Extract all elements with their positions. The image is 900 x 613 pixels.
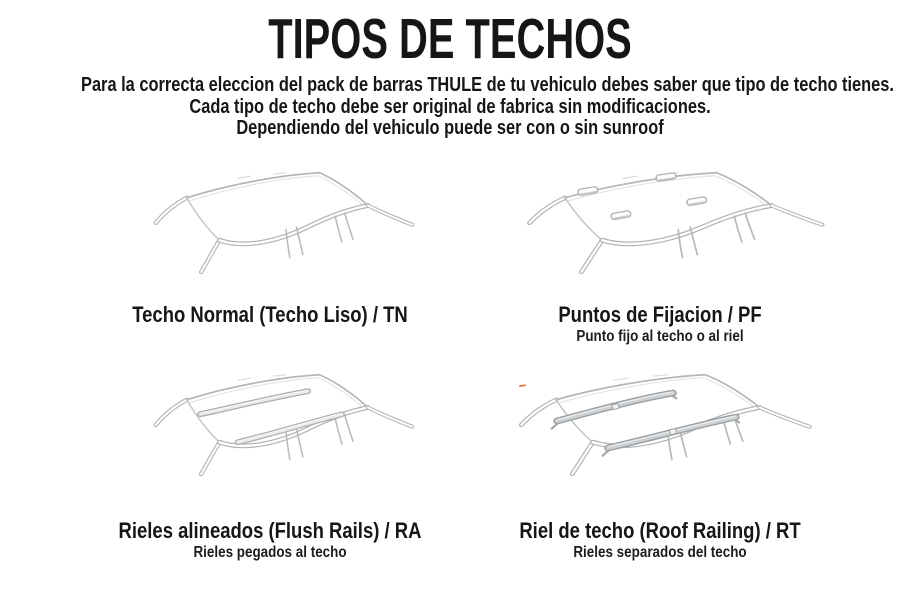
roof-types-row-2: [0, 367, 900, 562]
caption-techo-normal: [55, 303, 485, 327]
roof-type-label-ra: Rieles alineados (Flush Rails) / RA: [118, 517, 422, 543]
fixation-pads: [578, 172, 708, 219]
roof-railing-roof-illustration: [504, 367, 829, 502]
roof-type-rieles-alineados: [55, 367, 485, 562]
roof-type-label-pf: Puntos de Fijacion / PF: [558, 301, 762, 327]
roof-type-label-tn: Techo Normal (Techo Liso) / TN: [132, 301, 408, 327]
roof-type-riel-de-techo: [485, 367, 835, 562]
infographic-page: [0, 7, 900, 613]
roof-type-sublabel-pf: Punto fijo al techo o al riel: [576, 327, 744, 345]
intro-line-2: Cada tipo de techo debe ser original de fabrica sin modificaciones.: [189, 95, 711, 118]
intro-text: [0, 75, 900, 140]
roof-type-sublabel-rt: Rieles separados del techo: [573, 543, 747, 561]
caption-puntos-fijacion: [485, 303, 835, 346]
fixed-points-roof-illustration: [512, 165, 842, 300]
roof-type-techo-normal: [55, 165, 485, 327]
roof-type-puntos-fijacion: [485, 165, 835, 346]
intro-line-3: Dependiendo del vehiculo puede ser con o sin sunroof: [236, 117, 664, 139]
roof-type-sublabel-ra: Rieles pegados al techo: [193, 543, 347, 561]
flush-rails: [200, 390, 342, 442]
caption-riel-de-techo: [485, 519, 835, 562]
smooth-roof-illustration: [140, 165, 430, 300]
caption-rieles-alineados: [55, 519, 485, 562]
roof-types-row-1: [0, 165, 900, 346]
flush-rails-roof-illustration: [140, 367, 430, 502]
orange-artifact-mark: [519, 385, 526, 386]
roof-type-label-rt: Riel de techo (Roof Railing) / RT: [519, 517, 801, 543]
page-title: TIPOS DE TECHOS: [268, 7, 632, 71]
intro-line-1: Para la correcta eleccion del pack de barras THULE de tu vehiculo debes saber que tipo de techo tienes.: [81, 74, 894, 96]
raised-railings: [552, 392, 739, 456]
